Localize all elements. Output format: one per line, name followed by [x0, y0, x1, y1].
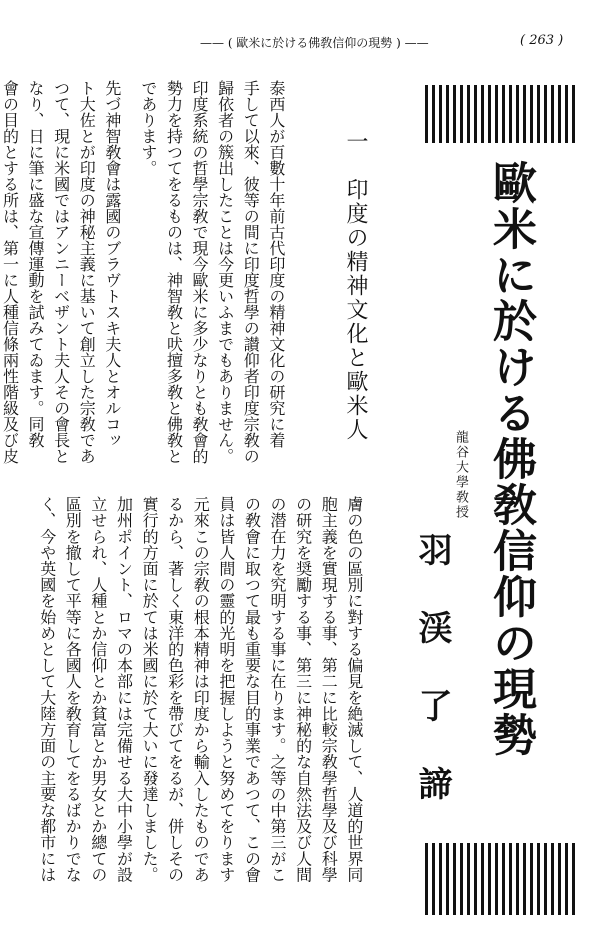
body-upper-right-line: 歸依者の簇出したことは今更いふまでもありません。 — [215, 80, 235, 464]
article-title: 歐米に於ける佛敎信仰の現勢 — [485, 160, 536, 758]
body-upper-left-line: 會の目的とする所は、第一に人種信條兩性階級及び皮 — [0, 80, 20, 464]
page-number: ( 263 ) — [520, 33, 564, 48]
body-lower-line: 區別を撤して平等に各國人を敎育してをるばかりでな — [63, 496, 83, 883]
body-upper-right-line: 泰西人が百數十年前古代印度の精神文化の研究に着 — [266, 80, 286, 448]
body-lower-line: 員は皆人間の靈的光明を把握しようと努めてをります — [216, 496, 236, 883]
running-head: —— ( 歐米に於ける佛敎信仰の現勢 ) —— — [200, 36, 429, 50]
section-heading: 一 印度の精神文化と歐米人 — [343, 130, 368, 442]
body-lower-line: の研究を奨勵する事、第三に神秘的な自然法及び人間 — [293, 496, 313, 883]
body-lower-line: の敎會に取つて最も重要な目的事業であつて、この會 — [242, 496, 262, 883]
author-name: 羽渓了諦 — [412, 532, 452, 844]
body-upper-right-line: 手して以來、彼等の間に印度哲學の讃仰者印度宗敎の — [241, 80, 261, 464]
body-upper-left-line: なり、日に筆に盛な宣傳運動を試みてゐます。同敎 — [26, 80, 46, 448]
body-lower-line: 胞主義を實現する事、第二に比較宗敎學哲學及び科學 — [319, 496, 339, 883]
body-lower-line: 元來この宗敎の根本精神は印度から輸入したものであ — [191, 496, 211, 883]
body-column-upper-right — [138, 80, 340, 480]
author-affiliation: 龍谷大學敎授 — [453, 430, 468, 520]
body-lower-line: 膚の色の區別に對する偏見を絶滅して、人道的世界同 — [344, 496, 364, 883]
body-lower-line: 實行的方面に於ては米國に於て大いに發達しました。 — [140, 496, 160, 883]
decorative-rule-bottom — [425, 843, 575, 915]
body-upper-right-line: であります。 — [138, 80, 158, 176]
decorative-rule-top — [425, 85, 575, 143]
body-upper-left-line: つて、現に米國ではアンニーベザント夫人その會長と — [51, 80, 71, 464]
body-upper-left-line: ト大佐とが印度の神秘主義に基いて創立した宗敎であ — [77, 80, 97, 464]
body-lower-line: るから、著しく東洋的色彩を帶びてをるが、併しその — [165, 496, 185, 883]
body-lower-line: 加州ポイント、ロマの本部には完備せる大中小學が設 — [114, 496, 134, 883]
body-upper-right-line: 印度系統の哲學宗敎で現今歐米に多少なりとも敎會的 — [190, 80, 210, 464]
body-lower-line: く、今や英國を始めとして大陸方面の主要な都市には — [37, 496, 57, 883]
body-lower-line: の潜在力を究明する事に在ります。之等の中第三がこ — [268, 496, 288, 883]
body-upper-left-line: 先づ神智敎會は露國のブラヴトスキ夫人とオルコッ — [102, 80, 122, 448]
body-column-upper-left — [0, 80, 176, 480]
body-column-lower — [37, 496, 418, 916]
body-lower-line: 立せられ、人種とか信仰とか貧富とか男女とか總ての — [88, 496, 108, 883]
page-header — [0, 0, 590, 70]
body-upper-right-line: 勢力を持つてをるものは、神智敎と吠擅多敎と佛敎と — [164, 80, 184, 464]
